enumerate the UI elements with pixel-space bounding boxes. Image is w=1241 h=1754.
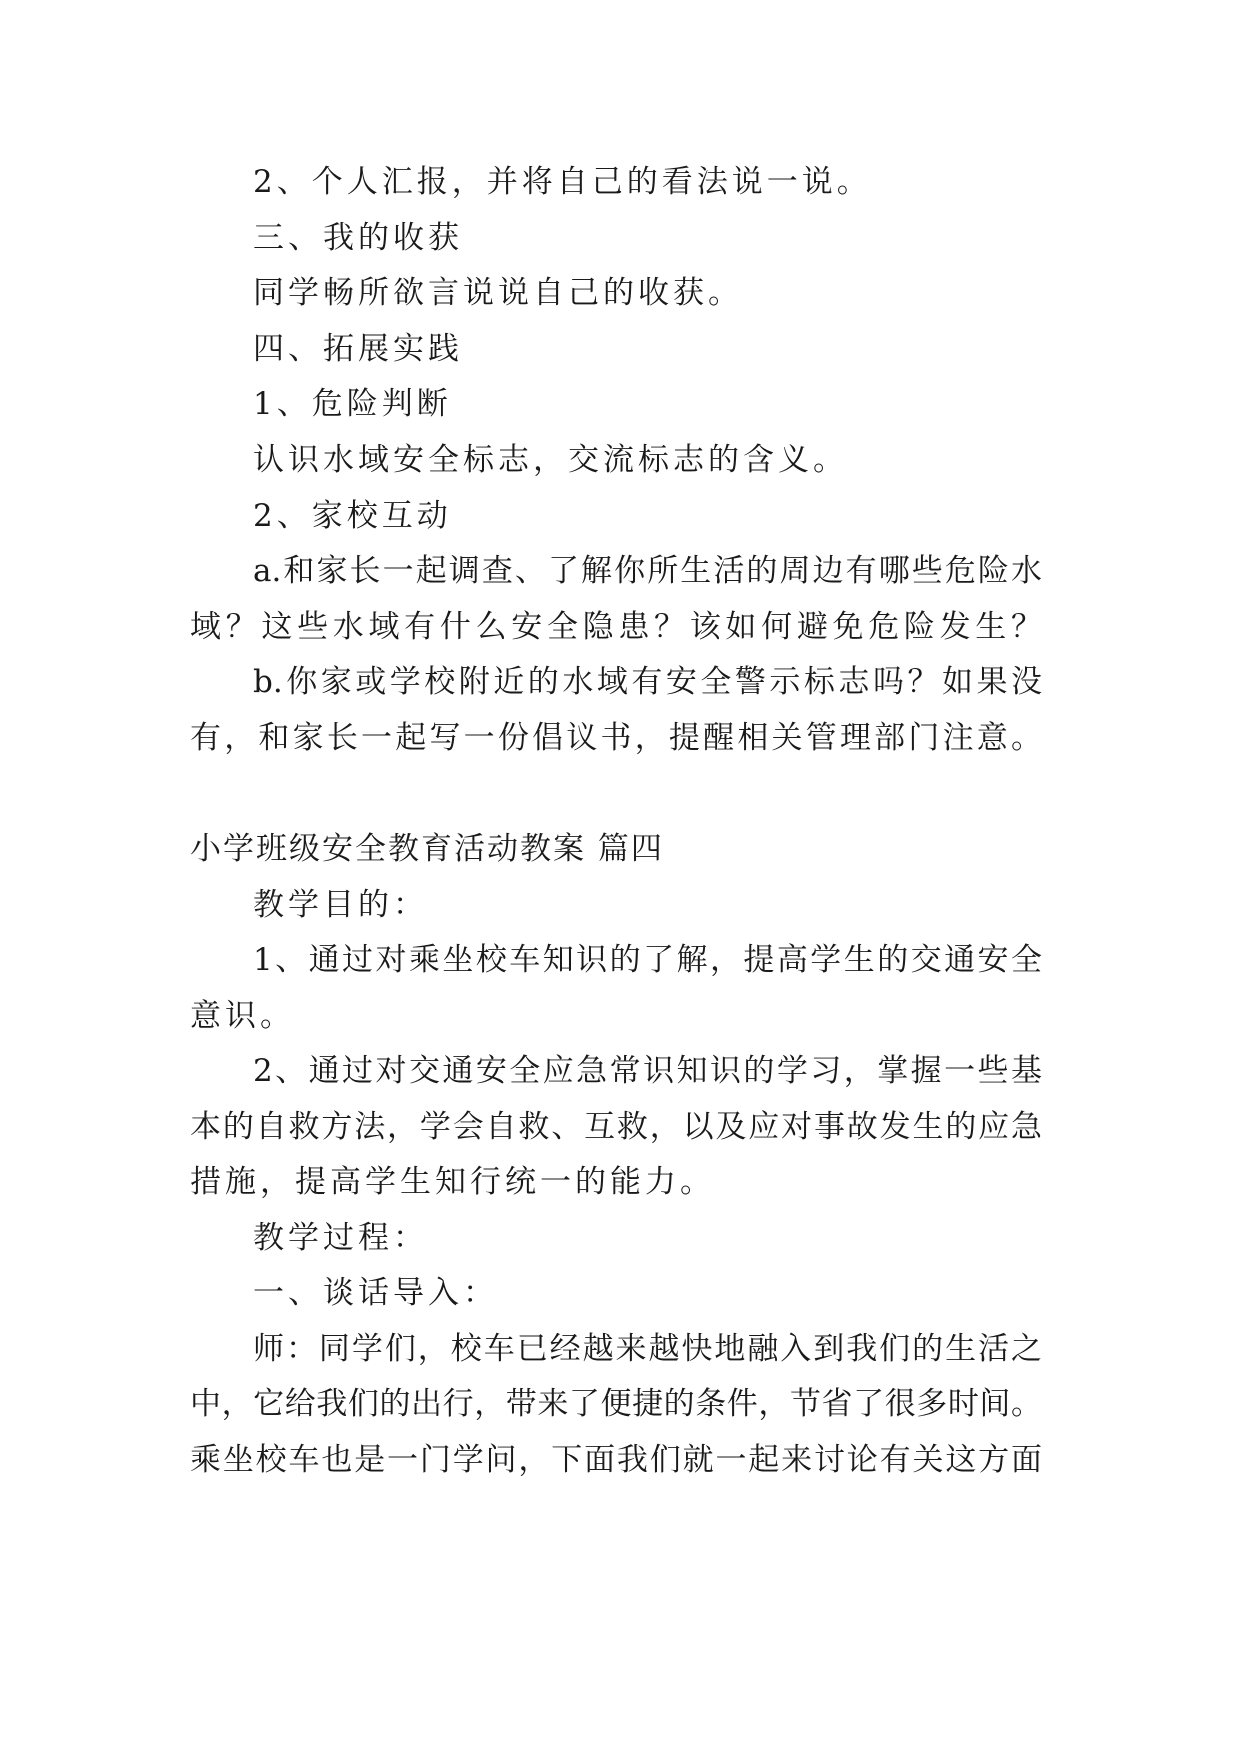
danger-heading: 1、危险判断 [253,386,452,422]
teacher-line-3: 乘坐校车也是一门学问，下面我们就一起来讨论有关这方面 [190,1442,1042,1478]
item-a-line-2: 域？这些水域有什么安全隐患？该如何避免危险发生？ [190,609,1042,645]
item-a-line-1: a.和家长一起调查、了解你所生活的周边有哪些危险水 [253,553,1042,589]
goal-2-line-1: 2、通过对交通安全应急常识知识的学习，掌握一些基 [253,1053,1042,1089]
item-b-line-1: b.你家或学校附近的水域有安全警示标志吗？如果没 [253,664,1042,700]
danger-text: 认识水域安全标志，交流标志的含义。 [253,442,848,478]
goal-1-line-1: 1、通过对乘坐校车知识的了解，提高学生的交通安全 [253,942,1042,978]
home-school-heading: 2、家校互动 [253,498,452,534]
intro-heading: 一、谈话导入： [253,1275,498,1311]
goal-1-line-2: 意识。 [190,998,295,1034]
teacher-line-1: 师：同学们，校车已经越来越快地融入到我们的生活之 [253,1331,1042,1367]
teacher-line-2: 中，它给我们的出行，带来了便捷的条件，节省了很多时间。 [190,1386,1042,1422]
goal-2-line-2: 本的自救方法，学会自救、互救，以及应对事故发生的应急 [190,1109,1042,1145]
harvest-text: 同学畅所欲言说说自己的收获。 [253,275,743,311]
item-b-line-2: 有，和家长一起写一份倡议书，提醒相关管理部门注意。 [190,720,1042,756]
process-heading: 教学过程： [253,1220,428,1256]
harvest-heading: 三、我的收获 [253,220,463,256]
report-step: 2、个人汇报，并将自己的看法说一说。 [253,164,872,200]
goal-heading: 教学目的： [253,887,428,923]
practice-heading: 四、拓展实践 [253,331,463,367]
section-heading: 小学班级安全教育活动教案 篇四 [190,831,664,867]
goal-2-line-3: 措施，提高学生知行统一的能力。 [190,1164,715,1200]
